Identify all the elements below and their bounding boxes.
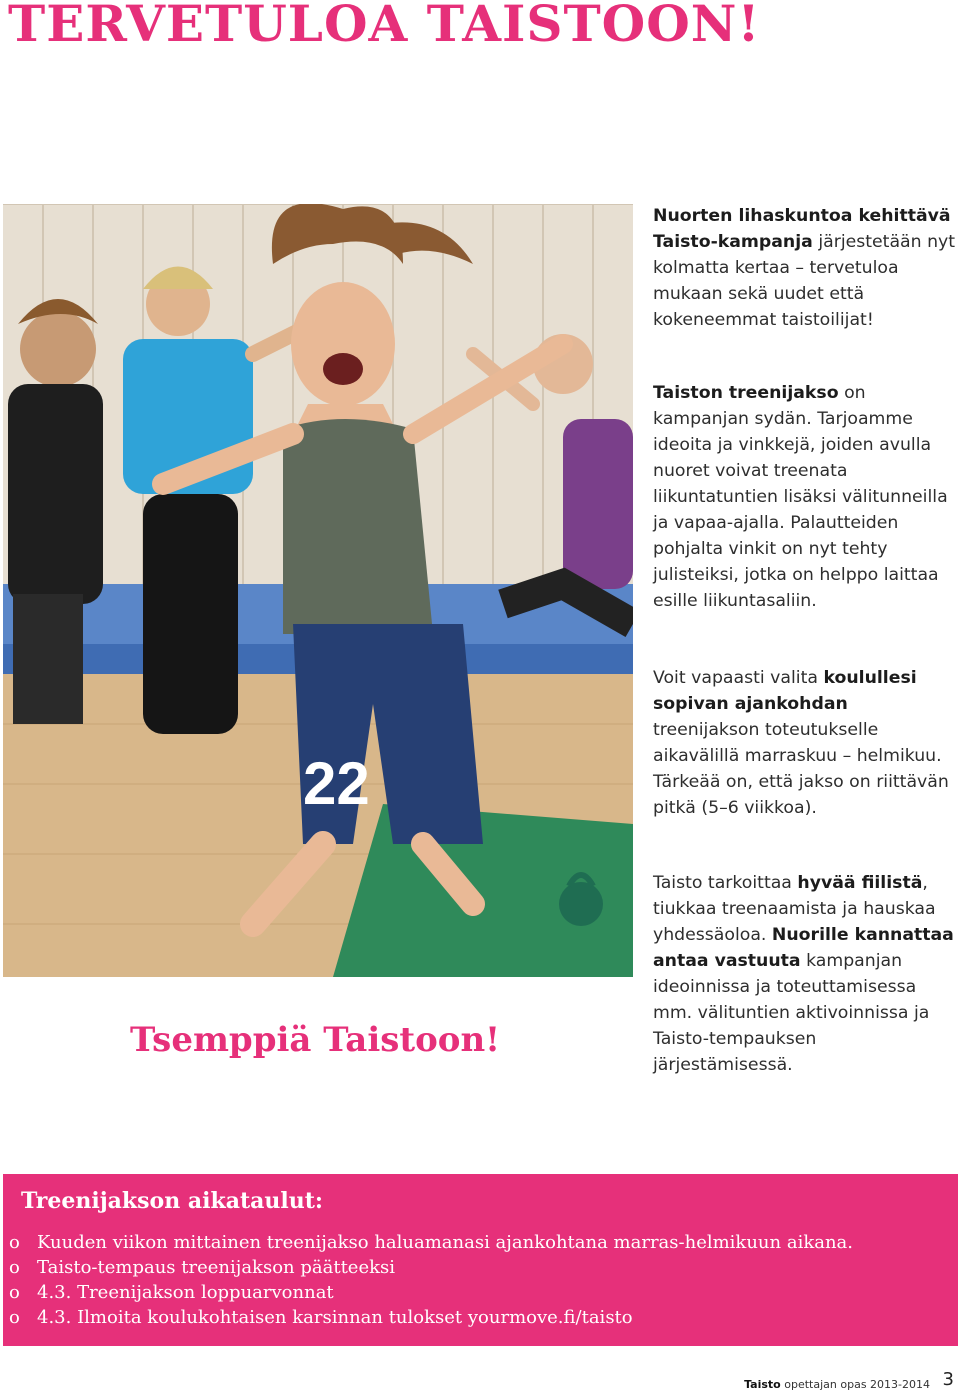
page-footer: Taisto opettajan opas 2013-2014 [744,1378,930,1391]
taisto-meaning-paragraph: Taisto tarkoittaa hyvää fiilistä, tiukkaa treenaamista ja hauskaa yhdessäoloa. Nuorille kannattaa antaa vastuuta kampanjan ideoinnissa ja toteuttamisessa mm. välituntien aktivoinnissa ja Taisto-tempauksen järjestämisessä. [653,873,954,1075]
schedule-heading: Treenijakson aikataulut: [21,1188,324,1214]
jumping-students-illustration [3,204,633,977]
list-item: o 4.3. Ilmoita koulukohtaisen karsinnan tulokset yourmove.fi/taisto [9,1307,633,1328]
list-item: o Taisto-tempaus treenijakson päätteeksi [9,1257,396,1278]
jersey-number: 22 [303,750,370,817]
list-item: o 4.3. Treenijakson loppuarvonnat [9,1282,334,1303]
list-item: o Kuuden viikon mittainen treenijakso haluamanasi ajankohtana marras-helmikuun aikana. [9,1232,854,1253]
page-title: TERVETULOA TAISTOON! [8,0,761,53]
photo-caption: Tsemppiä Taistoon! [130,1020,501,1060]
schedule-list [9,1230,853,1330]
schedule-choice-paragraph: Voit vapaasti valita koulullesi sopivan ajankohdan treenijakson toteutukselle aikavälillä marraskuu – helmikuu. Tärkeää on, että jakso on riittävän pitkä (5–6 viikkoa). [653,668,949,818]
schedule-box [3,1174,958,1346]
intro-paragraph: Nuorten lihaskuntoa kehittävä Taisto-kampanja järjestetään nyt kolmatta kertaa – tervetuloa mukaan sekä uudet että kokeneemmat taistoilijat! [653,206,956,330]
training-period-paragraph: Taiston treenijakso on kampanjan sydän. Tarjoamme ideoita ja vinkkejä, joiden avulla nuoret voivat treenata liikuntatuntien lisäksi välitunneilla ja vapaa-ajalla. Palautteiden pohjalta vinkit on nyt tehty julisteiksi, jotka on helppo laittaa esille liikuntasaliin. [653,383,948,611]
hero-photo [3,204,633,977]
page-number: 3 [942,1369,954,1390]
